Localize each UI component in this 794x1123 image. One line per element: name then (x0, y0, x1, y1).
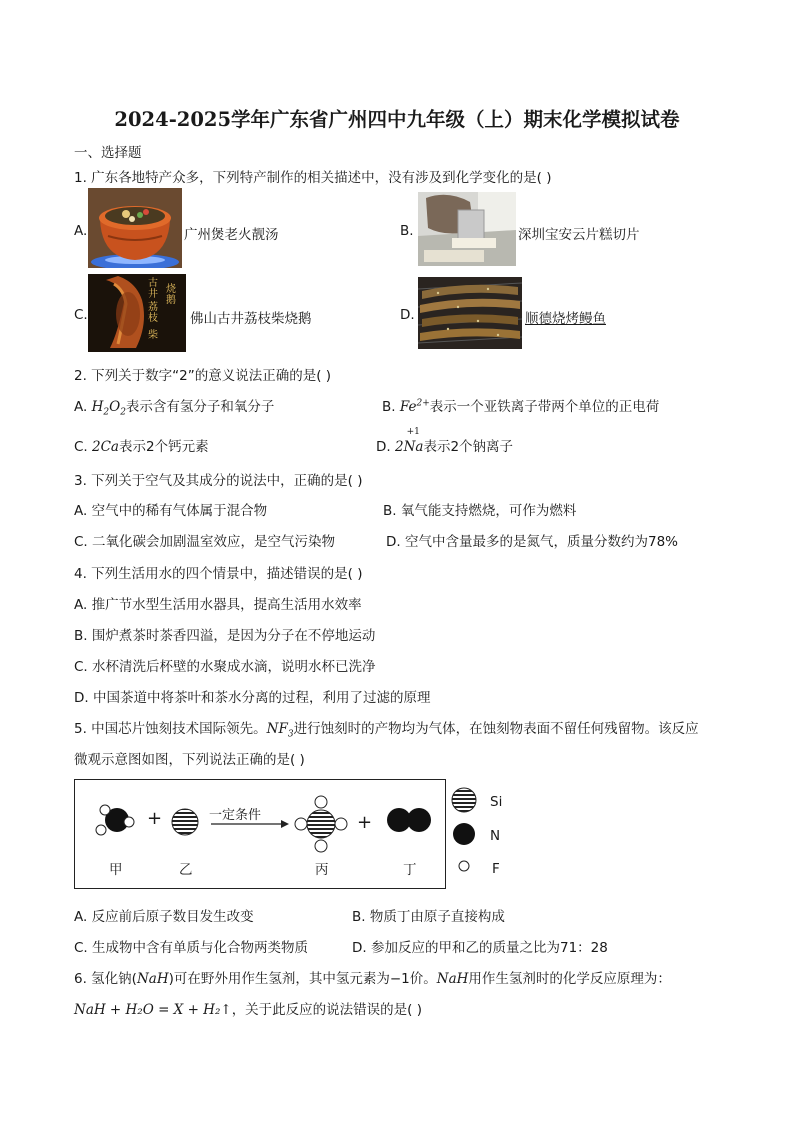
label-jia: 甲 (109, 862, 123, 878)
legend-n: N (490, 828, 501, 844)
legend-f: F (492, 861, 500, 877)
q1-stem: 1. 广东各地特产众多，下列特产制作的相关描述中，没有涉及到化学变化的是( ) (74, 170, 552, 186)
q5-stem-pre: 5. 中国芯片蚀刻技术国际领先。 (74, 721, 267, 737)
q3-option-a[interactable]: A. 空气中的稀有气体属于混合物 (74, 503, 268, 519)
section-heading: 一、选择题 (74, 145, 142, 161)
q4-option-b[interactable]: B. 围炉煮茶时茶香四溢，是因为分子在不停地运动 (74, 628, 376, 644)
q1-option-b-text: 深圳宝安云片糕切片 (518, 227, 640, 243)
q2-option-d-valence: +1 (406, 427, 420, 437)
q1-option-d-letter[interactable]: D. (400, 307, 415, 323)
plus-sign-2: + (357, 812, 373, 833)
q2-option-a-formula-h: H (91, 399, 104, 415)
q6-line1-post: 用作生氢剂时的化学反应原理为： (468, 971, 671, 987)
q6-line1-val: −1 (389, 971, 410, 987)
q4-option-c[interactable]: C. 水杯清洗后杯壁的水聚成水滴，说明水杯已洗净 (74, 659, 376, 675)
q6-line1-formula2: NaH (436, 971, 469, 987)
reaction-diagram-molecules (75, 780, 445, 888)
q4-option-a[interactable]: A. 推广节水型生活用水器具，提高生活用水效率 (74, 597, 362, 613)
q1-option-b-letter[interactable]: B. (400, 223, 414, 239)
q5-stem-post: 进行蚀刻时的产物均为气体，在蚀刻物表面不留任何残留物。该反应 (293, 721, 699, 737)
q2-option-a-text: 表示含有氢分子和氧分子 (125, 399, 275, 415)
q2-option-c-text: 表示2个钙元素 (118, 439, 209, 455)
q2-option-a-letter: A. (74, 399, 88, 415)
q2-option-d-letter: D. (376, 439, 391, 455)
q3-option-c[interactable]: C. 二氧化碳会加剧温室效应，是空气污染物 (74, 534, 336, 550)
q2-option-b[interactable] (382, 395, 659, 415)
q6-line1-formula: NaH (136, 971, 169, 987)
q2-option-a-formula-o: O (109, 399, 121, 415)
q2-option-c-letter: C. (74, 439, 88, 455)
q2-option-c[interactable] (74, 435, 209, 455)
page-title: 2024-2025学年广东省广州四中九年级（上）期末化学模拟试卷 (114, 108, 680, 131)
q3-option-d[interactable]: D. 空气中含量最多的是氮气，质量分数约为78% (386, 534, 678, 550)
grilled-eel-image (418, 277, 522, 349)
q5-stem-sub: 3 (287, 729, 294, 740)
roast-goose-image-caption-3: 柴 (148, 330, 158, 341)
q6-line2-post: ，关于此反应的说法错误的是( ) (231, 1002, 423, 1018)
q5-stem-line2: 微观示意图如图，下列说法正确的是( ) (74, 752, 305, 768)
q2-option-b-text: 表示一个亚铁离子带两个单位的正电荷 (429, 399, 660, 415)
q5-stem-line1 (74, 717, 699, 740)
q2-option-d-text: 表示2个钠离子 (423, 439, 514, 455)
reaction-condition: 一定条件 (209, 808, 262, 823)
q5-option-a[interactable]: A. 反应前后原子数目发生改变 (74, 909, 254, 925)
q6-line2 (74, 998, 422, 1018)
q2-option-a-sub1: 2 (103, 407, 110, 418)
label-yi: 乙 (179, 862, 193, 878)
roast-goose-image-caption-4: 烧鹅 (166, 284, 176, 306)
q4-option-d[interactable]: D. 中国茶道中将茶叶和茶水分离的过程，利用了过滤的原理 (74, 690, 431, 706)
q5-stem-formula: NF (266, 721, 288, 737)
q2-option-b-formula: Fe (399, 399, 417, 415)
q2-option-a[interactable] (74, 395, 274, 418)
q2-option-d-formula-symbol: Na (403, 439, 424, 455)
q5-option-c[interactable]: C. 生成物中含有单质与化合物两类物质 (74, 940, 309, 956)
q6-line1-pre: 6. 氢化钠( (74, 971, 137, 987)
q6-line1 (74, 967, 671, 987)
atom-legend-symbols (450, 786, 480, 882)
label-bing: 丙 (315, 862, 329, 878)
q3-option-b[interactable]: B. 氧气能支持燃烧，可作为燃料 (383, 503, 577, 519)
q6-equation: NaH + H₂O = X + H₂↑ (74, 1002, 232, 1018)
q2-option-b-letter: B. (382, 399, 396, 415)
roast-goose-image-caption-2: 荔枝 (148, 302, 158, 324)
q2-stem: 2. 下列关于数字“2”的意义说法正确的是( ) (74, 368, 332, 384)
legend-si: Si (490, 794, 503, 810)
q3-stem: 3. 下列关于空气及其成分的说法中，正确的是( ) (74, 473, 363, 489)
q5-option-d[interactable]: D. 参加反应的甲和乙的质量之比为71：28 (352, 940, 608, 956)
q2-option-b-charge: 2+ (416, 398, 430, 409)
q2-option-d[interactable] (376, 427, 514, 455)
q4-stem: 4. 下列生活用水的四个情景中，描述错误的是( ) (74, 566, 363, 582)
roast-goose-image (88, 274, 186, 352)
q1-option-a-text: 广州煲老火靓汤 (184, 227, 279, 243)
q5-option-b[interactable]: B. 物质丁由原子直接构成 (352, 909, 505, 925)
reaction-diagram (74, 779, 446, 889)
clay-pot-soup-image (88, 188, 182, 268)
roast-goose-image-caption-1: 古井 (148, 278, 158, 300)
cutting-cake-image (418, 192, 516, 266)
q2-option-d-coef: 2 (394, 439, 404, 455)
q2-option-a-sub2: 2 (120, 407, 126, 418)
q1-option-d-text: 顺德烧烤鳗鱼 (525, 311, 606, 327)
q2-option-d-formula (403, 427, 424, 455)
q6-line1-mid2: 价。 (409, 971, 437, 987)
q1-option-c-text: 佛山古井荔枝柴烧鹅 (190, 311, 312, 327)
q2-option-c-formula: 2Ca (92, 439, 119, 455)
label-ding: 丁 (403, 862, 417, 878)
q1-option-c-letter[interactable]: C. (74, 307, 88, 323)
plus-sign-1: + (147, 808, 163, 829)
q1-option-a-letter[interactable]: A. (74, 223, 88, 239)
q6-line1-mid: )可在野外用作生氢剂，其中氢元素为 (168, 971, 390, 987)
